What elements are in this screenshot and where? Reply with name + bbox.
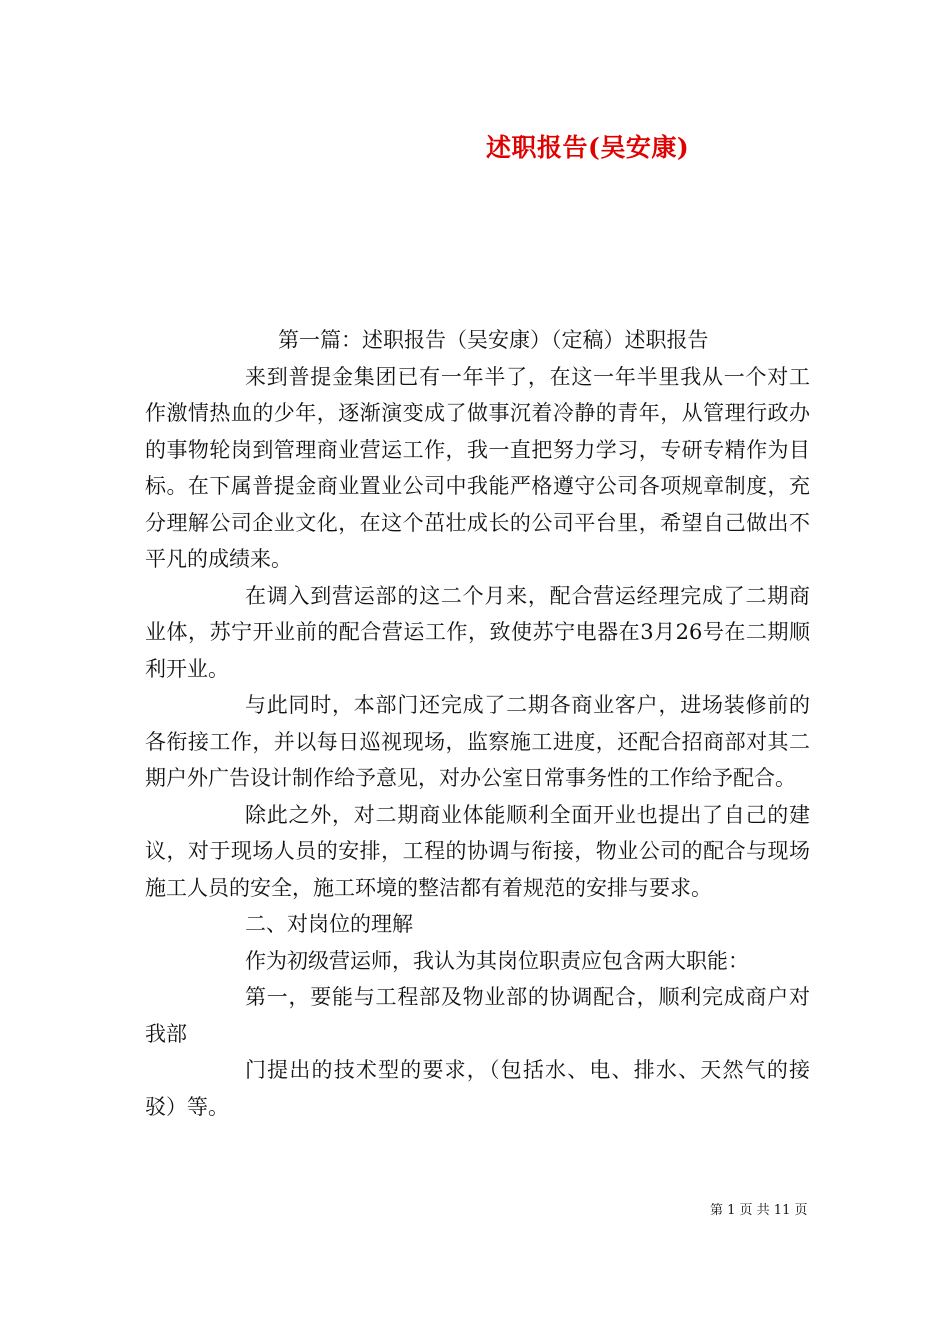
paragraph-3: 与此同时，本部门还完成了二期各商业客户，进场装修前的各衔接工作，并以每日巡视现场，监察施工进度，还配合招商部对其二期户外广告设计制作给予意见，对办公室日常事务性的工作给予配合。: [145, 693, 810, 790]
page-footer: 第 1 页 共 11 页: [710, 1203, 808, 1218]
section-heading: 第一篇：述职报告（吴安康）（定稿）述职报告: [278, 328, 709, 352]
document-body: [145, 322, 810, 1125]
paragraph-5: 作为初级营运师，我认为其岗位职责应包含两大职能：: [245, 948, 749, 973]
page-title: 述职报告(吴安康): [486, 133, 690, 162]
paragraph-7: 门提出的技术型的要求，（包括水、电、排水、天然气的接驳）等。: [145, 1058, 810, 1119]
paragraph-2: 在调入到营运部的这二个月来，配合营运经理完成了二期商业体，苏宁开业前的配合营运工作，致使苏宁电器在3月26号在二期顺利开业。: [145, 583, 810, 681]
paragraph-6: 第一，要能与工程部及物业部的协调配合，顺利完成商户对我部: [145, 985, 810, 1046]
paragraph-4: 除此之外，对二期商业体能顺利全面开业也提出了自己的建议，对于现场人员的安排，工程的协调与衔接，物业公司的配合与现场施工人员的安全，施工环境的整洁都有着规范的安排与要求。: [145, 802, 810, 900]
paragraph-1: 来到普提金集团已有一年半了，在这一年半里我从一个对工作激情热血的少年，逐渐演变成了做事沉着冷静的青年，从管理行政办的事物轮岗到管理商业营运工作，我一直把努力学习，专研专精作为目标。在下属普提金商业置业公司中我能严格遵守公司各项规章制度，充分理解公司企业文化，在这个茁壮成长的公司平台里，希望自己做出不平凡的成绩来。: [145, 364, 810, 571]
section-subheading: 二、对岗位的理解: [245, 912, 413, 936]
